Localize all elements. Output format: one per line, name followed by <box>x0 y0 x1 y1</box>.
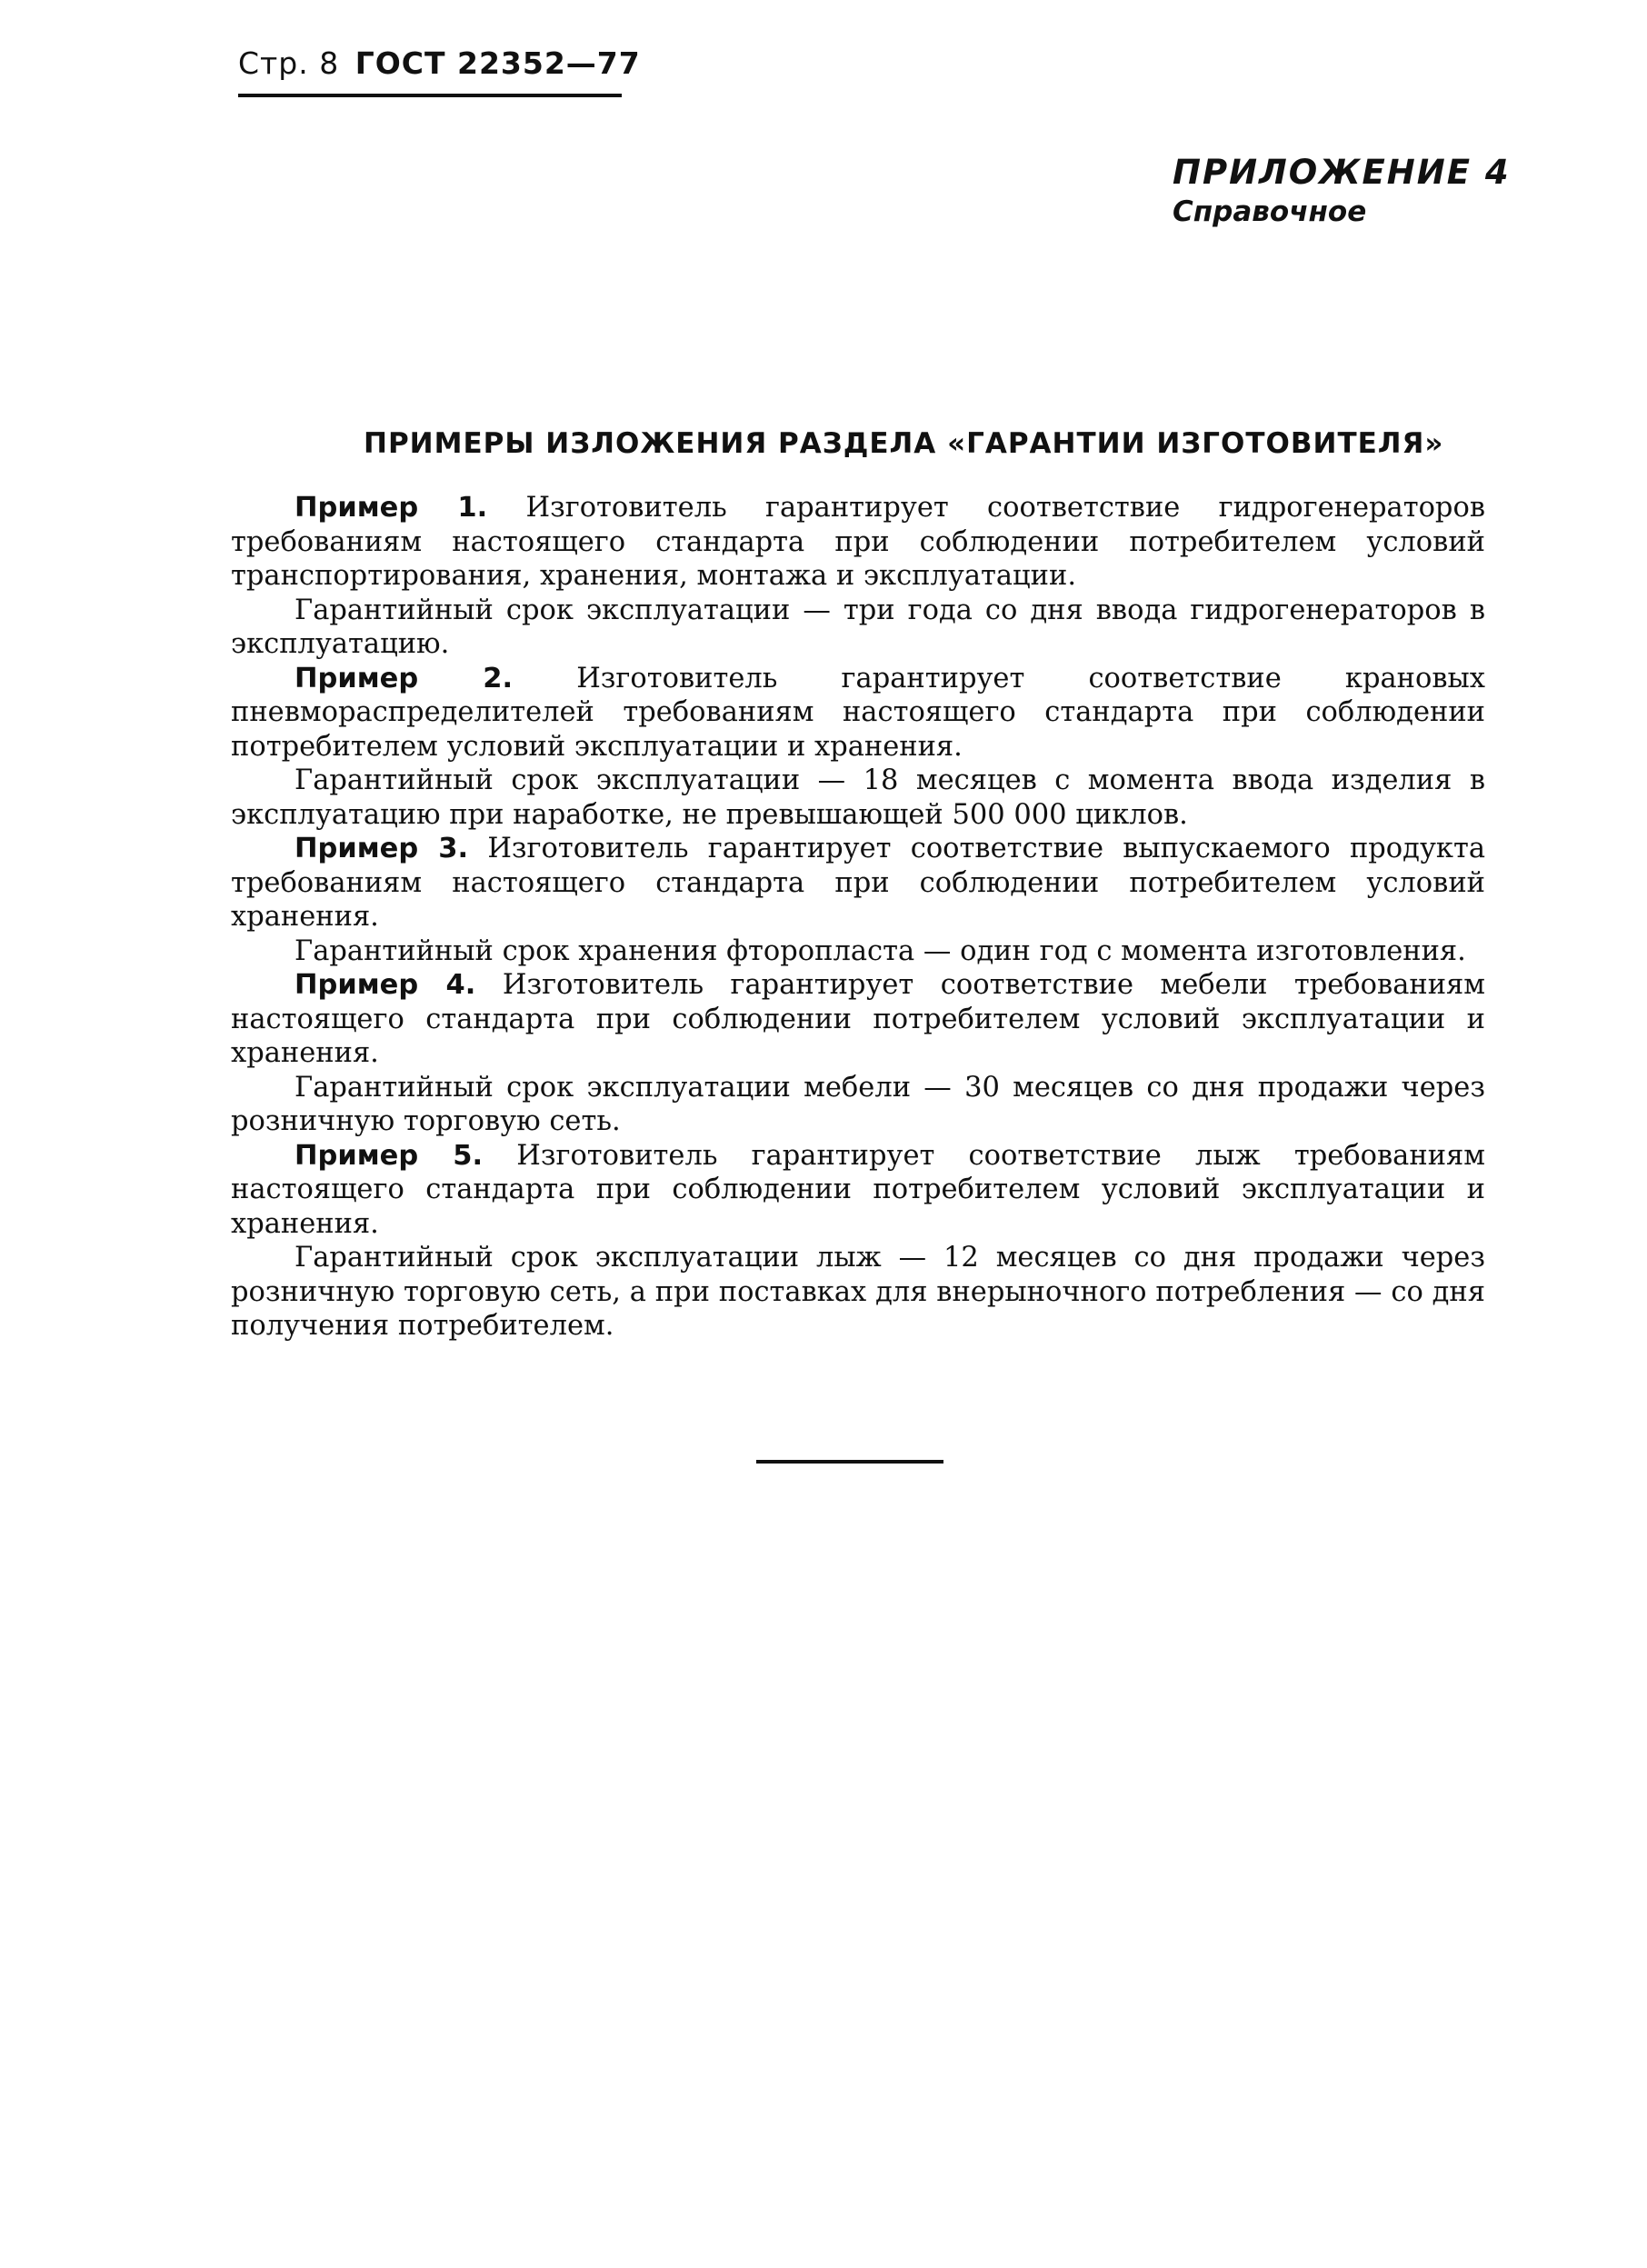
example-text: Изготовитель гарантирует соответствие выпускаемого продукта требованиям настоящего стандарта при соблюдении потребителем условий хранения. <box>231 833 1486 933</box>
example-text: Изготовитель гарантирует соответствие мебели требованиям настоящего стандарта при соблюдении потребителем условий эксплуатации и хранения. <box>231 969 1486 1069</box>
example-paragraph <box>231 1139 1485 1242</box>
example-label: Пример 1. <box>294 492 488 524</box>
example-label: Пример 5. <box>294 1139 484 1172</box>
appendix-subtitle: Справочное <box>1173 195 1367 228</box>
warranty-paragraph: Гарантийный срок хранения фторопласта — один год с момента изготовления. <box>294 934 1466 967</box>
appendix-title: ПРИЛОЖЕНИЕ 4 <box>1173 153 1511 192</box>
warranty-paragraph: Гарантийный срок эксплуатации — 18 месяцев с момента ввода изделия в эксплуатацию при наработке, не превышающей 500 000 циклов. <box>231 764 1485 831</box>
example-paragraph <box>231 491 1485 594</box>
end-divider <box>756 1460 943 1464</box>
example-text: Изготовитель гарантирует соответствие лыж требованиям настоящего стандарта при соблюдении потребителем условий эксплуатации и хранения. <box>231 1139 1485 1240</box>
example-text: Изготовитель гарантирует соответствие гидрогенераторов требованиям настоящего стандарта при соблюдении потребителем условий транспортирования, хранения, монтажа и эксплуатации. <box>231 492 1485 592</box>
warranty-paragraph: Гарантийный срок эксплуатации — три года со дня ввода гидрогенераторов в эксплуатацию. <box>231 594 1485 660</box>
example-text: Изготовитель гарантирует соответствие крановых пневмораспределителей требованиям настоящего стандарта при соблюдении потребителем условий эксплуатации и хранения. <box>231 662 1485 763</box>
standard-number: ГОСТ 22352—77 <box>354 45 641 81</box>
example-label: Пример 2. <box>294 662 514 694</box>
section-title: ПРИМЕРЫ ИЗЛОЖЕНИЯ РАЗДЕЛА «ГАРАНТИИ ИЗГОТОВИТЕЛЯ» <box>364 427 1444 460</box>
example-paragraph <box>231 968 1485 1071</box>
examples-body <box>231 491 1485 1344</box>
header-divider <box>238 94 622 97</box>
example-paragraph <box>231 662 1485 764</box>
example-label: Пример 4. <box>294 969 476 1001</box>
warranty-paragraph: Гарантийный срок эксплуатации лыж — 12 месяцев со дня продажи через розничную торговую сеть, а при поставках для внерыночного потребления — со дня получения потребителем. <box>231 1242 1485 1342</box>
page-number: Стр. 8 <box>238 45 340 81</box>
page-header <box>238 45 641 81</box>
example-label: Пример 3. <box>294 833 469 864</box>
warranty-paragraph: Гарантийный срок эксплуатации мебели — 30 месяцев со дня продажи через розничную торговую сеть. <box>231 1071 1485 1137</box>
appendix-block <box>1173 153 1511 228</box>
example-paragraph <box>231 832 1485 934</box>
